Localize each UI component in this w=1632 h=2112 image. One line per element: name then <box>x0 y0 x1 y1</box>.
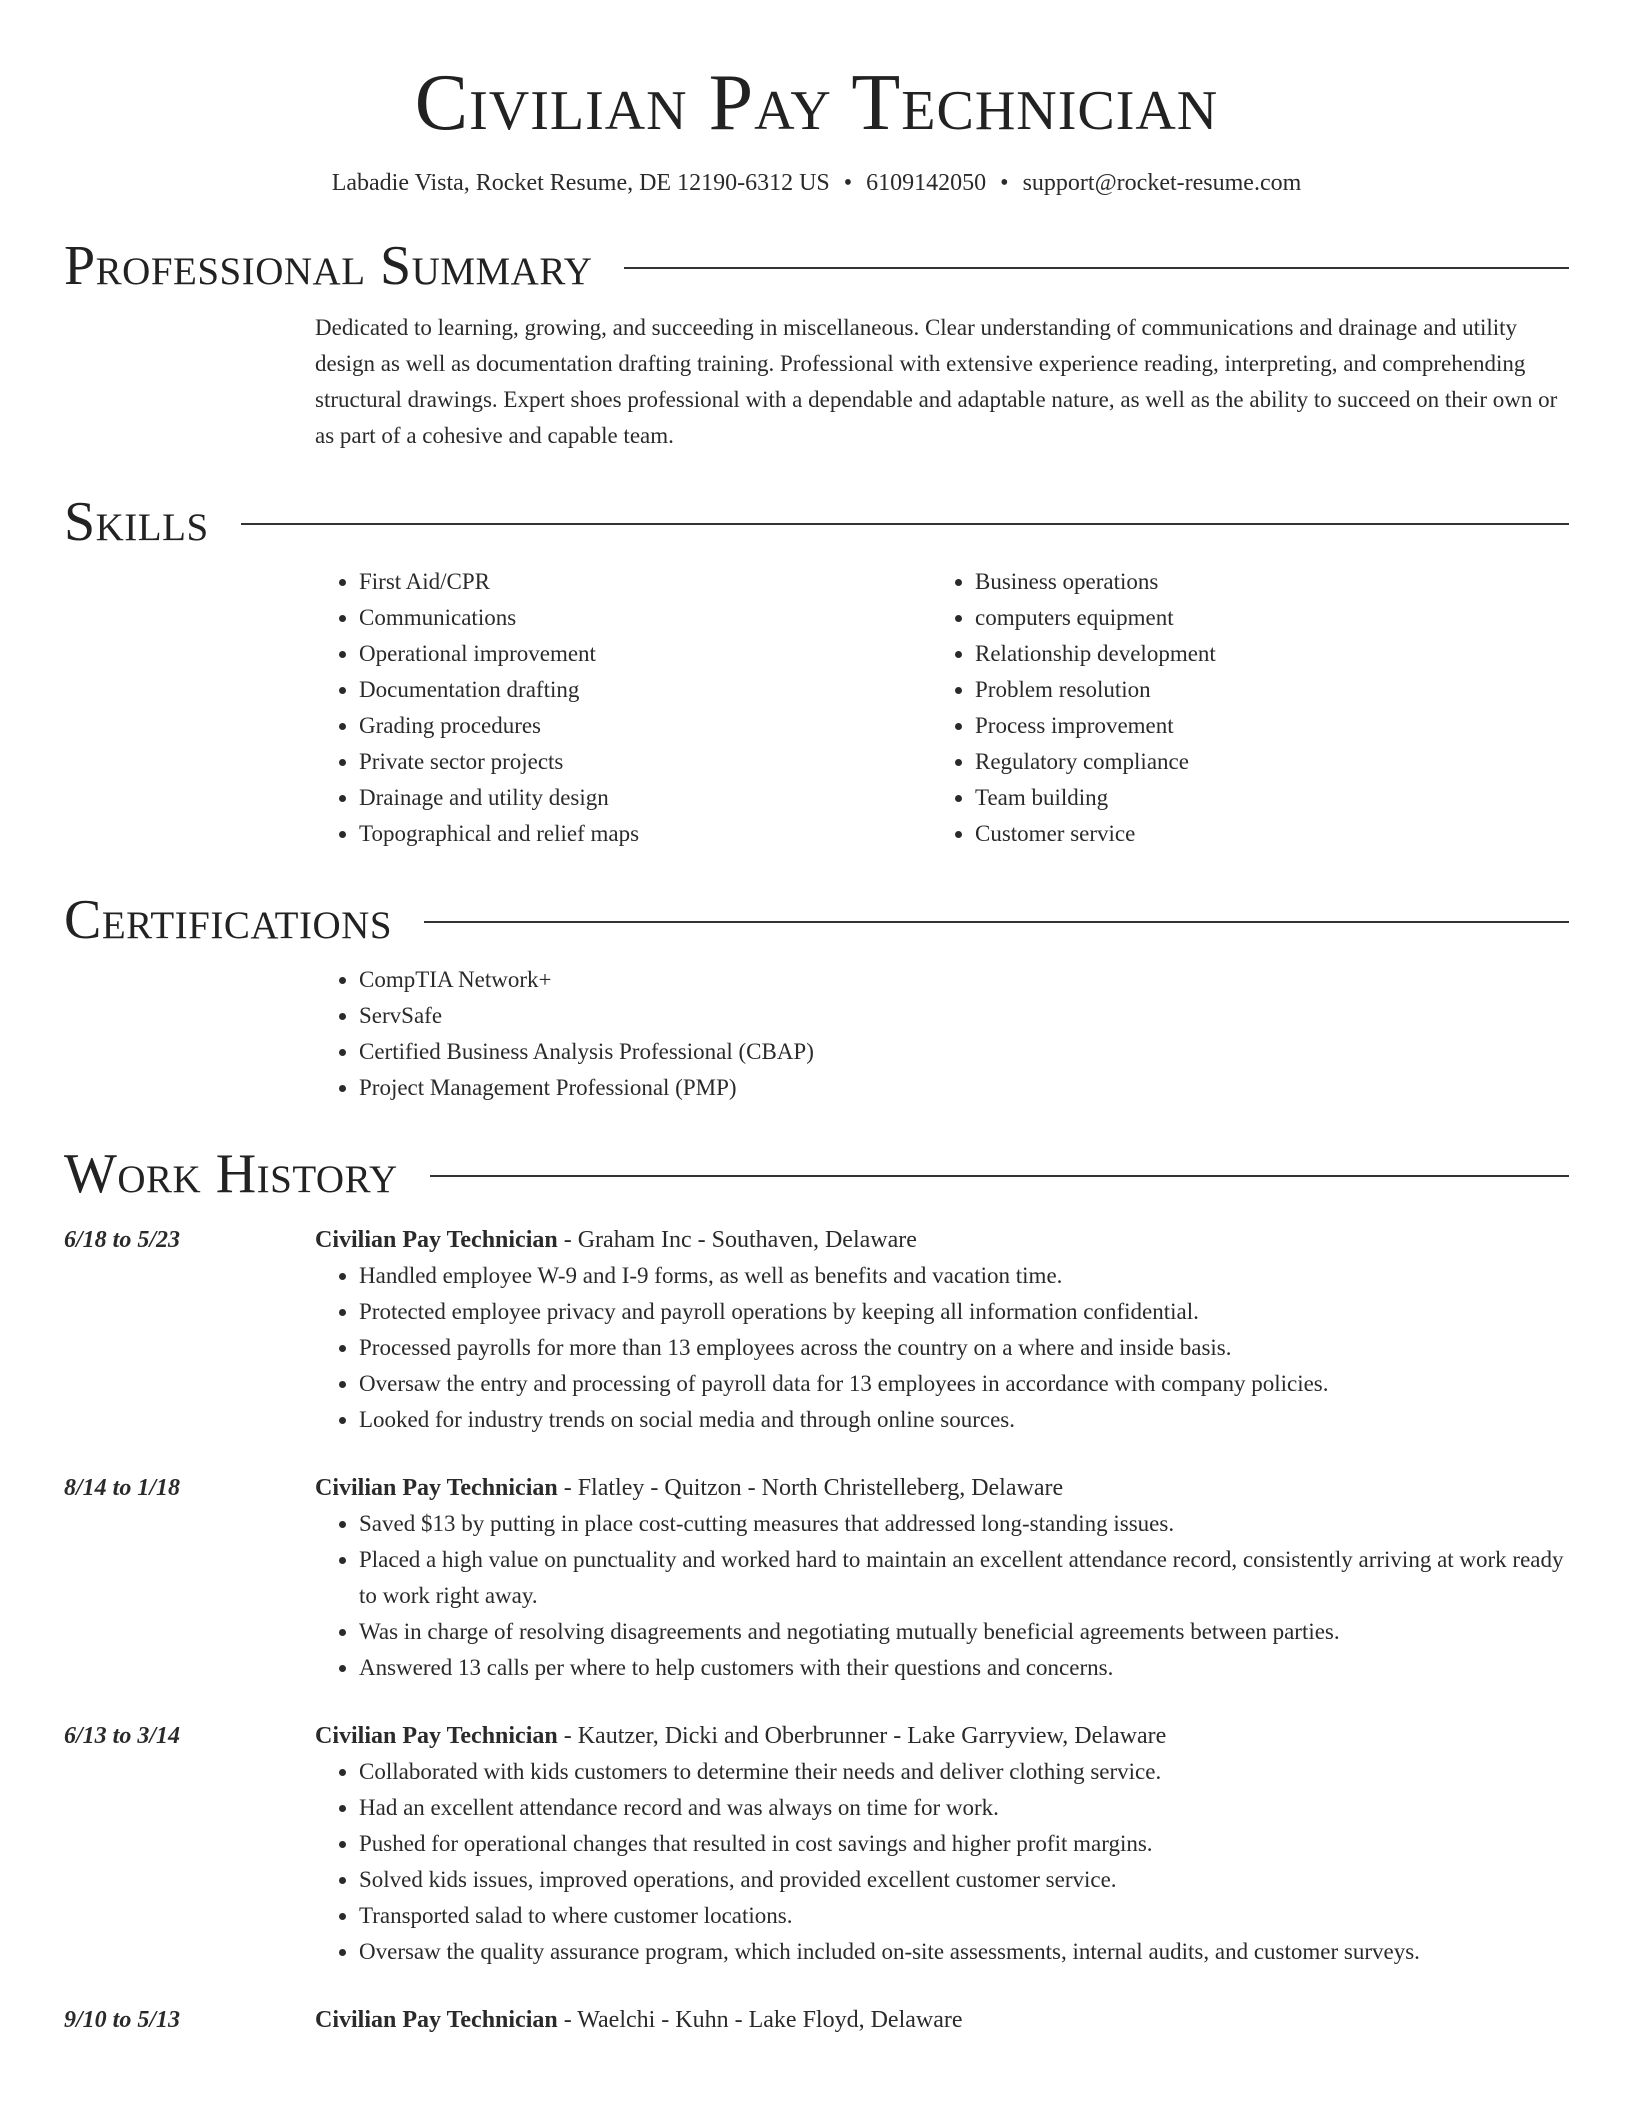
skill-item: • Customer service <box>975 816 1547 852</box>
summary-text: Dedicated to learning, growing, and succeeding in miscellaneous. Clear understanding of communications and drainage and utility design as well as documentation drafting training. Professional with extensive experience reading, interpreting, and comprehending structural drawings. Expert shoes professional with a dependable and adaptable nature, as well as the ability to succeed on their own or as part of a cohesive and capable team. <box>315 315 1558 448</box>
job-dates: 8/14 to 1/18 <box>64 1475 181 1501</box>
job-entry <box>64 2002 1569 2038</box>
job-details <box>315 2002 1569 2038</box>
job-company-location: - Graham Inc - Southaven, Delaware <box>557 1227 917 1253</box>
certification-item: • CompTIA Network+ <box>359 962 1569 998</box>
job-details <box>315 1470 1569 1686</box>
job-bullet: • Collaborated with kids customers to determine their needs and deliver clothing service. <box>359 1754 1569 1790</box>
section-divider <box>241 523 1569 525</box>
work-heading: Work History <box>64 1143 398 1205</box>
skill-item: • Regulatory compliance <box>975 744 1547 780</box>
job-title: Civilian Pay Technician <box>315 1723 558 1749</box>
section-divider <box>424 921 1569 923</box>
job-company-location: - Flatley - Quitzon - North Christelleberg, Delaware <box>557 1475 1064 1501</box>
skill-item: • Private sector projects <box>359 744 931 780</box>
summary-section <box>315 310 1569 454</box>
contact-phone: 6109142050 <box>866 170 987 196</box>
job-entry <box>64 1470 1569 1686</box>
job-bullet: • Saved $13 by putting in place cost-cutting measures that addressed long-standing issues. <box>359 1506 1569 1542</box>
job-heading <box>315 2002 1569 2038</box>
job-bullet: • Answered 13 calls per where to help customers with their questions and concerns. <box>359 1650 1569 1686</box>
summary-heading: Professional Summary <box>64 235 593 297</box>
job-title: Civilian Pay Technician <box>315 1475 558 1501</box>
contact-line <box>64 168 1569 198</box>
skills-heading: Skills <box>64 491 209 553</box>
job-entry <box>64 1718 1569 1970</box>
certifications-section <box>315 962 1569 1106</box>
certification-item: • Certified Business Analysis Professional (CBAP) <box>359 1034 1569 1070</box>
certifications-list <box>315 962 1569 1106</box>
contact-separator: • <box>843 170 853 196</box>
job-details <box>315 1222 1569 1438</box>
job-bullet: • Looked for industry trends on social media and through online sources. <box>359 1402 1569 1438</box>
job-bullet-list <box>315 1506 1569 1686</box>
section-divider <box>430 1175 1569 1177</box>
job-bullet: • Was in charge of resolving disagreements and negotiating mutually beneficial agreements between parties. <box>359 1614 1569 1650</box>
job-bullet: • Handled employee W-9 and I-9 forms, as well as benefits and vacation time. <box>359 1258 1569 1294</box>
skill-item: • Problem resolution <box>975 672 1547 708</box>
job-bullet: • Protected employee privacy and payroll operations by keeping all information confidential. <box>359 1294 1569 1330</box>
job-title: Civilian Pay Technician <box>315 1227 558 1253</box>
job-heading <box>315 1718 1569 1754</box>
skill-item: • Team building <box>975 780 1547 816</box>
job-bullet: • Oversaw the entry and processing of payroll data for 13 employees in accordance with company policies. <box>359 1366 1569 1402</box>
job-bullet: • Processed payrolls for more than 13 employees across the country on a where and inside basis. <box>359 1330 1569 1366</box>
certification-item: • Project Management Professional (PMP) <box>359 1070 1569 1106</box>
summary-section-header <box>64 236 1569 296</box>
job-dates: 6/18 to 5/23 <box>64 1227 181 1253</box>
job-heading <box>315 1470 1569 1506</box>
job-bullet: • Placed a high value on punctuality and worked hard to maintain an excellent attendance record, consistently arriving at work ready to work right away. <box>359 1542 1569 1614</box>
job-company-location: - Waelchi - Kuhn - Lake Floyd, Delaware <box>557 2007 963 2033</box>
job-entry <box>64 1222 1569 1438</box>
job-bullet: • Oversaw the quality assurance program, which included on-site assessments, internal audits, and customer surveys. <box>359 1934 1569 1970</box>
job-dates: 6/13 to 3/14 <box>64 1723 181 1749</box>
work-history-list <box>64 1222 1569 2038</box>
skills-column-left <box>315 564 931 852</box>
contact-separator: • <box>1000 170 1009 196</box>
job-bullet: • Transported salad to where customer locations. <box>359 1898 1569 1934</box>
certifications-section-header <box>64 890 1569 950</box>
skill-item: • computers equipment <box>975 600 1547 636</box>
skill-item: • Communications <box>359 600 931 636</box>
job-bullet-list <box>315 1754 1569 1970</box>
contact-email: support@rocket-resume.com <box>1022 170 1302 196</box>
skill-item: • Documentation drafting <box>359 672 931 708</box>
skill-item: • Process improvement <box>975 708 1547 744</box>
candidate-name: Civilian Pay Technician <box>414 59 1219 147</box>
skill-item: • Operational improvement <box>359 636 931 672</box>
job-bullet-list <box>315 1258 1569 1438</box>
job-heading <box>315 1222 1569 1258</box>
job-company-location: - Kautzer, Dicki and Oberbrunner - Lake Garryview, Delaware <box>557 1723 1167 1749</box>
certifications-heading: Certifications <box>64 889 393 951</box>
job-details <box>315 1718 1569 1970</box>
skills-column-right <box>931 564 1547 852</box>
section-divider <box>624 267 1569 269</box>
job-bullet: • Pushed for operational changes that resulted in cost savings and higher profit margins. <box>359 1826 1569 1862</box>
job-bullet: • Solved kids issues, improved operations, and provided excellent customer service. <box>359 1862 1569 1898</box>
job-dates: 9/10 to 5/13 <box>64 2007 181 2033</box>
work-section-header <box>64 1144 1569 1204</box>
job-bullet: • Had an excellent attendance record and was always on time for work. <box>359 1790 1569 1826</box>
skill-item: • Business operations <box>975 564 1547 600</box>
contact-address: Labadie Vista, Rocket Resume, DE 12190-6312 US <box>331 170 830 196</box>
skill-item: • Relationship development <box>975 636 1547 672</box>
job-title: Civilian Pay Technician <box>315 2007 558 2033</box>
skill-item: • Topographical and relief maps <box>359 816 931 852</box>
skill-item: • Grading procedures <box>359 708 931 744</box>
certification-item: • ServSafe <box>359 998 1569 1034</box>
skill-item: • First Aid/CPR <box>359 564 931 600</box>
skills-section-header <box>64 492 1569 552</box>
skill-item: • Drainage and utility design <box>359 780 931 816</box>
skills-section <box>315 564 1569 852</box>
